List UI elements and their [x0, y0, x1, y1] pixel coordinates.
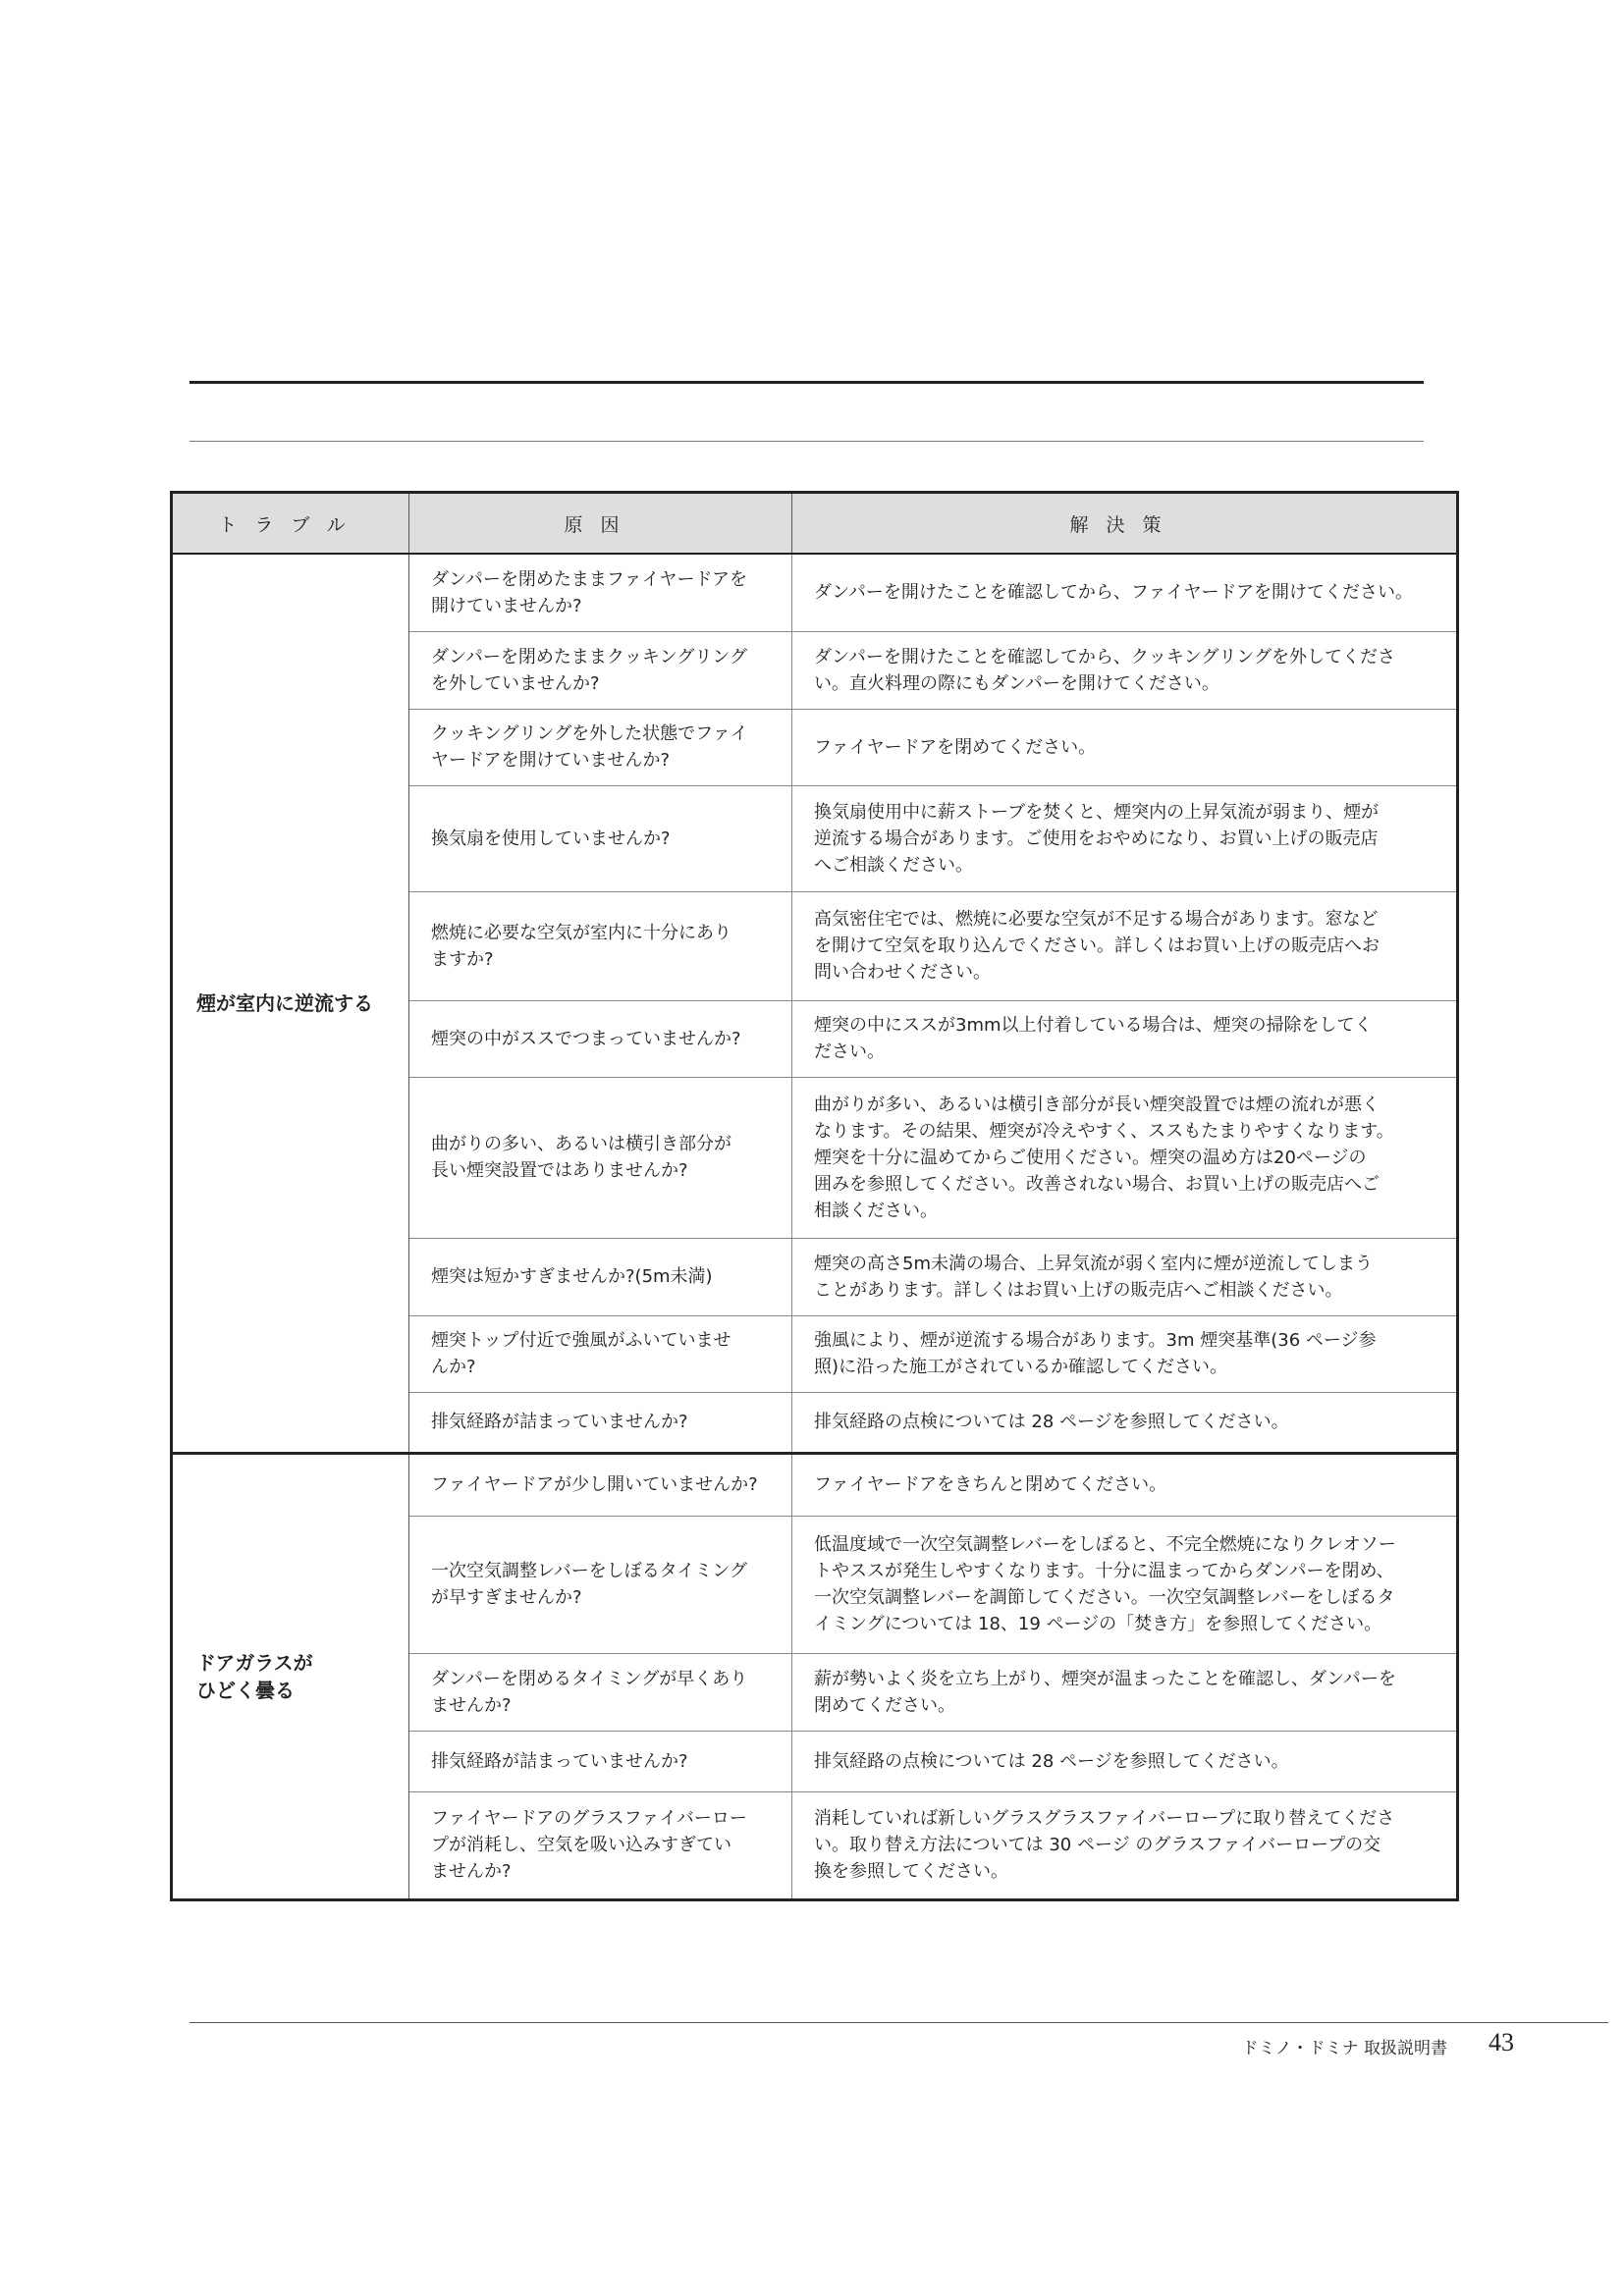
header-rule-thick	[189, 381, 1424, 384]
page-number: 43	[1489, 2028, 1514, 2056]
cause-cell: ダンパーを閉めたままファイヤードアを 開けていませんか?	[409, 554, 792, 631]
solution-cell: ダンパーを開けたことを確認してから、ファイヤードアを開けてください。	[792, 554, 1458, 631]
table-row	[172, 554, 1458, 631]
cause-cell: 煙突は短かすぎませんか?(5m未満)	[409, 1238, 792, 1315]
solution-cell: 高気密住宅では、燃焼に必要な空気が不足する場合があります。窓など を開けて空気を取り込んでください。詳しくはお買い上げの販売店へお 問い合わせください。	[792, 891, 1458, 1000]
cause-cell: 一次空気調整レバーをしぼるタイミング が早すぎませんか?	[409, 1516, 792, 1653]
cause-cell: 排気経路が詰まっていませんか?	[409, 1731, 792, 1791]
footer-rule	[189, 2022, 1608, 2023]
cause-cell: 曲がりの多い、あるいは横引き部分が 長い煙突設置ではありませんか?	[409, 1077, 792, 1238]
header-rule-thin	[189, 441, 1424, 442]
trouble-label-door-glass-fog: ドアガラスが ひどく曇る	[172, 1453, 409, 1899]
cause-cell: 煙突トップ付近で強風がふいていませ んか?	[409, 1315, 792, 1392]
cause-cell: 煙突の中がススでつまっていませんか?	[409, 1000, 792, 1077]
solution-cell: 排気経路の点検については 28 ページを参照してください。	[792, 1392, 1458, 1453]
solution-cell: ファイヤードアを閉めてください。	[792, 709, 1458, 785]
cause-cell: 排気経路が詰まっていませんか?	[409, 1392, 792, 1453]
solution-cell: 排気経路の点検については 28 ページを参照してください。	[792, 1731, 1458, 1791]
cause-cell: クッキングリングを外した状態でファイ ヤードアを開けていませんか?	[409, 709, 792, 785]
troubleshooting-table	[170, 491, 1459, 1901]
cause-cell: ダンパーを閉めるタイミングが早くあり ませんか?	[409, 1653, 792, 1731]
header-solution: 解決策	[792, 493, 1458, 555]
cause-cell: ダンパーを閉めたままクッキングリング を外していませんか?	[409, 631, 792, 709]
solution-cell: 消耗していれば新しいグラスグラスファイバーロープに取り替えてくださ い。取り替え方法については 30 ページ のグラスファイバーロープの交 換を参照してください。	[792, 1791, 1458, 1899]
solution-cell: 煙突の高さ5m未満の場合、上昇気流が弱く室内に煙が逆流してしまう ことがあります。詳しくはお買い上げの販売店へご相談ください。	[792, 1238, 1458, 1315]
solution-cell: 煙突の中にススが3mm以上付着している場合は、煙突の掃除をしてく ださい。	[792, 1000, 1458, 1077]
cause-cell: 燃焼に必要な空気が室内に十分にあり ますか?	[409, 891, 792, 1000]
solution-cell: 薪が勢いよく炎を立ち上がり、煙突が温まったことを確認し、ダンパーを 閉めてください。	[792, 1653, 1458, 1731]
solution-cell: 低温度域で一次空気調整レバーをしぼると、不完全燃焼になりクレオソー トやススが発生しやすくなります。十分に温まってからダンパーを閉め、 一次空気調整レバーを調節してください。一次空気調整レバーをしぼるタ イミングについては 18、19 ページの「焚き方」を参照してください。	[792, 1516, 1458, 1653]
footer-manual-title: ドミノ・ドミナ 取扱説明書	[1241, 2039, 1447, 2058]
header-cause: 原因	[409, 493, 792, 555]
solution-cell: 強風により、煙が逆流する場合があります。3m 煙突基準(36 ページ参 照)に沿った施工がされているか確認してください。	[792, 1315, 1458, 1392]
table-header-row	[172, 493, 1458, 555]
cause-cell: 換気扇を使用していませんか?	[409, 785, 792, 891]
trouble-label-smoke-backflow: 煙が室内に逆流する	[172, 554, 409, 1453]
table-row	[172, 1453, 1458, 1516]
cause-cell: ファイヤードアが少し開いていませんか?	[409, 1453, 792, 1516]
solution-cell: ダンパーを開けたことを確認してから、クッキングリングを外してくださ い。直火料理の際にもダンパーを開けてください。	[792, 631, 1458, 709]
solution-cell: ファイヤードアをきちんと閉めてください。	[792, 1453, 1458, 1516]
cause-cell: ファイヤードアのグラスファイバーロー プが消耗し、空気を吸い込みすぎてい ませんか?	[409, 1791, 792, 1899]
solution-cell: 換気扇使用中に薪ストーブを焚くと、煙突内の上昇気流が弱まり、煙が 逆流する場合があります。ご使用をおやめになり、お買い上げの販売店 へご相談ください。	[792, 785, 1458, 891]
solution-cell: 曲がりが多い、あるいは横引き部分が長い煙突設置では煙の流れが悪く なります。その結果、煙突が冷えやすく、ススもたまりやすくなります。 煙突を十分に温めてからご使用ください。煙突の温め方は20ページの 囲みを参照してください。改善されない場合、お買い上げの販売店へご 相談ください。	[792, 1077, 1458, 1238]
header-trouble: トラブル	[172, 493, 409, 555]
